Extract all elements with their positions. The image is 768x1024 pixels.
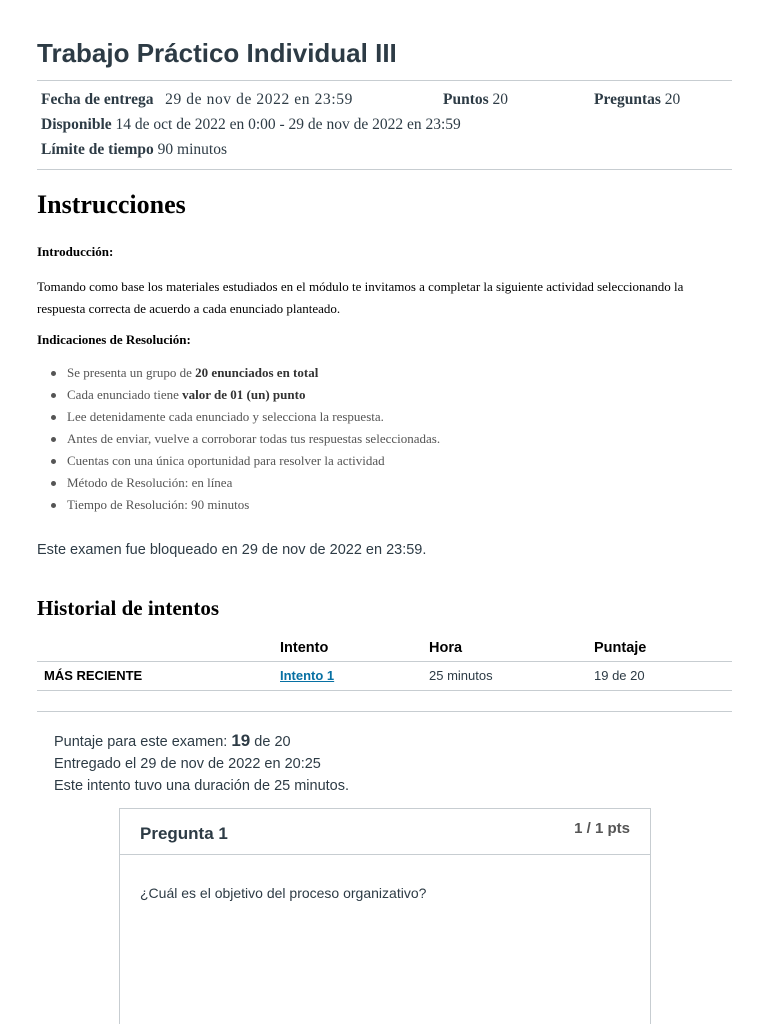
list-item: Cada enunciado tiene valor de 01 (un) punto — [48, 384, 440, 406]
duration-info: Este intento tuvo una duración de 25 minutos. — [54, 778, 350, 794]
time-limit-value: 90 minutos — [157, 141, 227, 158]
questions-label: Preguntas — [594, 91, 661, 108]
submitted-info: Entregado el 29 de nov de 2022 en 20:25 — [54, 756, 321, 772]
intro-heading: Introducción: — [37, 244, 114, 259]
list-item: Método de Resolución: en línea — [48, 472, 440, 494]
list-item: Lee detenidamente cada enunciado y selecciona la respuesta. — [48, 406, 440, 428]
history-row-divider — [37, 690, 732, 691]
points-label: Puntos — [443, 91, 489, 108]
question-name: Pregunta 1 — [140, 824, 228, 843]
score-value: 19 — [231, 731, 251, 750]
column-header-score: Puntaje — [594, 640, 647, 656]
attempt-link[interactable]: Intento 1 — [280, 668, 335, 683]
due-label: Fecha de entrega — [41, 91, 154, 108]
question-text: ¿Cuál es el objetivo del proceso organizativo? — [140, 885, 427, 901]
score-divider — [37, 711, 732, 712]
intro-text: Tomando como base los materiales estudiados en el módulo te invitamos a completar la siguiente actividad seleccionando la respuesta correcta de acuerdo a cada enunciado planteado. — [37, 279, 684, 316]
points — [443, 91, 508, 109]
list-item: Antes de enviar, vuelve a corroborar todas tus respuestas seleccionadas. — [48, 428, 440, 450]
availability — [41, 116, 461, 134]
due-value: 29 de nov de 2022 en 23:59 — [165, 91, 353, 108]
points-value: 20 — [492, 91, 509, 108]
history-heading: Historial de intentos — [37, 596, 219, 620]
resolution-list — [48, 362, 440, 516]
exam-score — [54, 731, 291, 751]
list-item: Se presenta un grupo de 20 enunciados en total — [48, 362, 440, 384]
list-item: Tiempo de Resolución: 90 minutos — [48, 494, 440, 516]
score-prefix: Puntaje para este examen: — [54, 734, 228, 750]
history-header-divider — [37, 661, 732, 662]
list-item: Cuentas con una única oportunidad para resolver la actividad — [48, 450, 440, 472]
title-divider — [37, 80, 732, 81]
available-value: 14 de oct de 2022 en 0:00 - 29 de nov de 2022 en 23:59 — [115, 116, 461, 133]
column-header-time: Hora — [429, 640, 463, 656]
meta-divider — [37, 169, 732, 170]
row-time: 25 minutos — [429, 668, 493, 683]
instructions-heading: Instrucciones — [37, 190, 186, 219]
time-limit — [41, 141, 227, 159]
resolution-heading: Indicaciones de Resolución: — [37, 332, 191, 347]
question-points: 1 / 1 pts — [574, 820, 630, 837]
available-label: Disponible — [41, 116, 112, 133]
column-header-attempt: Intento — [280, 640, 329, 656]
row-label: MÁS RECIENTE — [44, 668, 143, 683]
question-header — [120, 809, 650, 855]
page-title: Trabajo Práctico Individual III — [37, 38, 397, 68]
due-date — [41, 91, 353, 109]
score-suffix: de 20 — [254, 734, 291, 750]
questions-value: 20 — [664, 91, 681, 108]
question-card — [119, 808, 651, 1024]
locked-message: Este examen fue bloqueado en 29 de nov de 2022 en 23:59. — [37, 542, 427, 558]
row-score: 19 de 20 — [594, 668, 645, 683]
time-limit-label: Límite de tiempo — [41, 141, 154, 158]
questions-count — [594, 91, 680, 109]
